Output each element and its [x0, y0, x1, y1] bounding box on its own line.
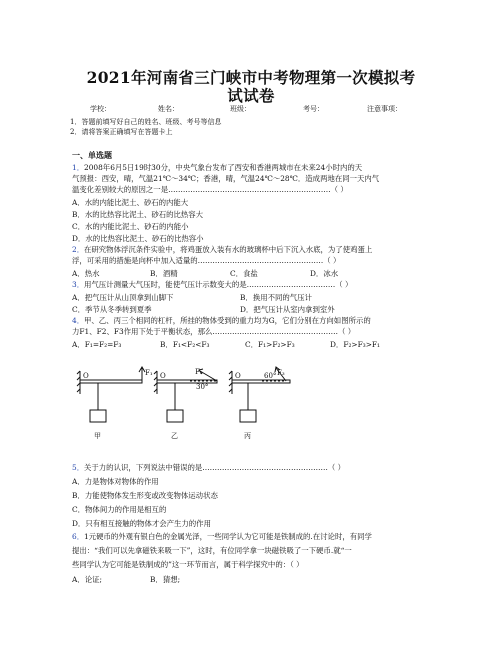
question-5-option-b: B．力能使物体发生形变或改变物体运动状态 — [72, 491, 218, 500]
question-6-line-1: 1元硬币的外观有银白色的金属光泽，一些同学认为它可能是铁制成的.在讨论时，有同学 — [84, 532, 372, 541]
question-4-option-c: C．F₁>F₂>F₃ — [245, 340, 295, 349]
question-1-option-a: A．水的内能比泥土、砂石的内能大 — [72, 198, 189, 207]
notice-label: 注意事项： — [367, 105, 402, 113]
question-6-line-3: 些同学认为它可能是铁制成的”这一环节而言，属于科学探究中的：（ ） — [72, 560, 304, 569]
lever-diagram-figure — [72, 366, 292, 456]
weight-block-1 — [90, 410, 106, 422]
class-field-label: 班级： — [230, 105, 251, 113]
question-5-option-a: A．力是物体对物体的作用 — [72, 477, 159, 486]
question-2-option-b: B．酒精 — [150, 269, 178, 278]
angle-label-3: 60° — [264, 372, 277, 380]
school-field-label: 学校： — [90, 105, 111, 113]
angle-label-2: 30° — [196, 383, 209, 391]
note-line-2: 2．请将答案正确填写在答题卡上 — [70, 128, 173, 136]
question-2-line-1: 在研究物体浮沉条件实验中，将鸡蛋放入装有水的玻璃杯中后下沉入水底，为了使鸡蛋上 — [84, 245, 373, 254]
question-2-option-a: A．热水 — [72, 269, 100, 278]
exam-number-field-label: 考号： — [303, 105, 324, 113]
question-3-option-d: D．把气压计从室内拿到室外 — [240, 305, 335, 314]
question-number-4: 4． — [72, 316, 85, 325]
label-f3: F₃ — [277, 369, 285, 377]
question-3-option-a: A．把气压计从山顶拿到山脚下 — [72, 293, 174, 302]
question-3-option-c: C．季节从冬季转到夏季 — [72, 305, 152, 314]
question-4-line-2: 力F1、F2、F3作用下处于平衡状态，那么……………………………………………（ ） — [72, 327, 356, 336]
question-2-line-2: 浮，可采用的措施是向杯中加入适量的……………………………………………（ ） — [72, 256, 341, 265]
question-1-line-3: 温变化差别较大的原因之一是…………………………………………………………（ ） — [72, 185, 348, 194]
caption-jia: 甲 — [94, 432, 101, 440]
question-number-6: 6． — [72, 532, 85, 541]
section-heading-single-choice: 一、单选题 — [72, 150, 112, 160]
pivot-label-1: O — [83, 372, 89, 380]
pivot-label-3: O — [235, 372, 241, 380]
question-4-option-b: B．F₁<F₂<F₃ — [160, 340, 210, 349]
question-6-option-a: A．论证; — [72, 575, 102, 584]
exam-title-line1: 2021年河南省三门峡市中考物理第一次模拟考 — [86, 68, 416, 87]
weight-block-3 — [240, 410, 256, 422]
lever-bar-1 — [80, 380, 142, 383]
question-2-option-d: D．冰水 — [310, 269, 339, 278]
question-5-stem: 关于力的认识，下列说法中错误的是……………………………………………（ ） — [84, 463, 346, 472]
question-6-option-b: B．猜想; — [150, 575, 181, 584]
question-1-option-b: B．水的比热容比泥土、砂石的比热容大 — [72, 210, 204, 219]
weight-block-2 — [167, 410, 183, 422]
label-f1: F₁ — [145, 369, 153, 377]
caption-yi: 乙 — [171, 432, 178, 440]
exam-title-line2: 试试卷 — [227, 86, 275, 105]
student-info-row — [90, 104, 440, 114]
question-6-line-2: 提出：“我们可以先拿磁铁来吸一下”，这时，有位同学拿一块磁铁吸了一下硬币.就“一 — [72, 546, 352, 555]
question-1-option-c: C．水的内能比泥土、砂石的内能小 — [72, 222, 189, 231]
question-number-3: 3． — [72, 280, 85, 289]
caption-bing: 丙 — [244, 432, 251, 440]
question-5-option-c: C．物体间力的作用是相互的 — [72, 505, 167, 514]
question-1-line-1: 2008年6月5日19时30分，中央气象台发布了西安和香港两城市在未来24小时内的天 — [84, 163, 363, 172]
note-line-1: 1．答题前填写好自己的姓名、班级、考号等信息 — [70, 118, 222, 126]
question-4-option-d: D．F₂>F₃>F₁ — [330, 340, 380, 349]
lever-bar-3 — [232, 380, 290, 383]
question-number-1: 1． — [72, 163, 85, 172]
question-2-option-c: C．食盐 — [230, 269, 258, 278]
question-4-option-a: A．F₁=F₂=F₃ — [72, 340, 122, 349]
question-1-line-2: 气预报：西安，晴，气温21℃～34℃；香港，晴，气温24℃～28℃．造成两地在同一天内气 — [72, 174, 380, 183]
question-4-line-1: 甲、乙、丙三个相同的杠杆，所挂的物体受到的重力均为G，它们分别在方向如图所示的 — [84, 316, 371, 325]
question-3-option-b: B．换用不同的气压计 — [240, 293, 312, 302]
question-number-2: 2． — [72, 245, 85, 254]
question-1-option-d: D．水的比热容比泥土、砂石的比热容小 — [72, 234, 204, 243]
pivot-label-2: O — [160, 372, 166, 380]
question-3-stem: 用气压计测量大气压时，能使气压计示数变大的是………………………………（ ） — [84, 280, 353, 289]
question-5-option-d: D．只有相互接触的物体才会产生力的作用 — [72, 519, 211, 528]
name-field-label: 姓名： — [158, 105, 179, 113]
question-number-5: 5． — [72, 463, 85, 472]
label-f2: F₂ — [195, 368, 203, 376]
